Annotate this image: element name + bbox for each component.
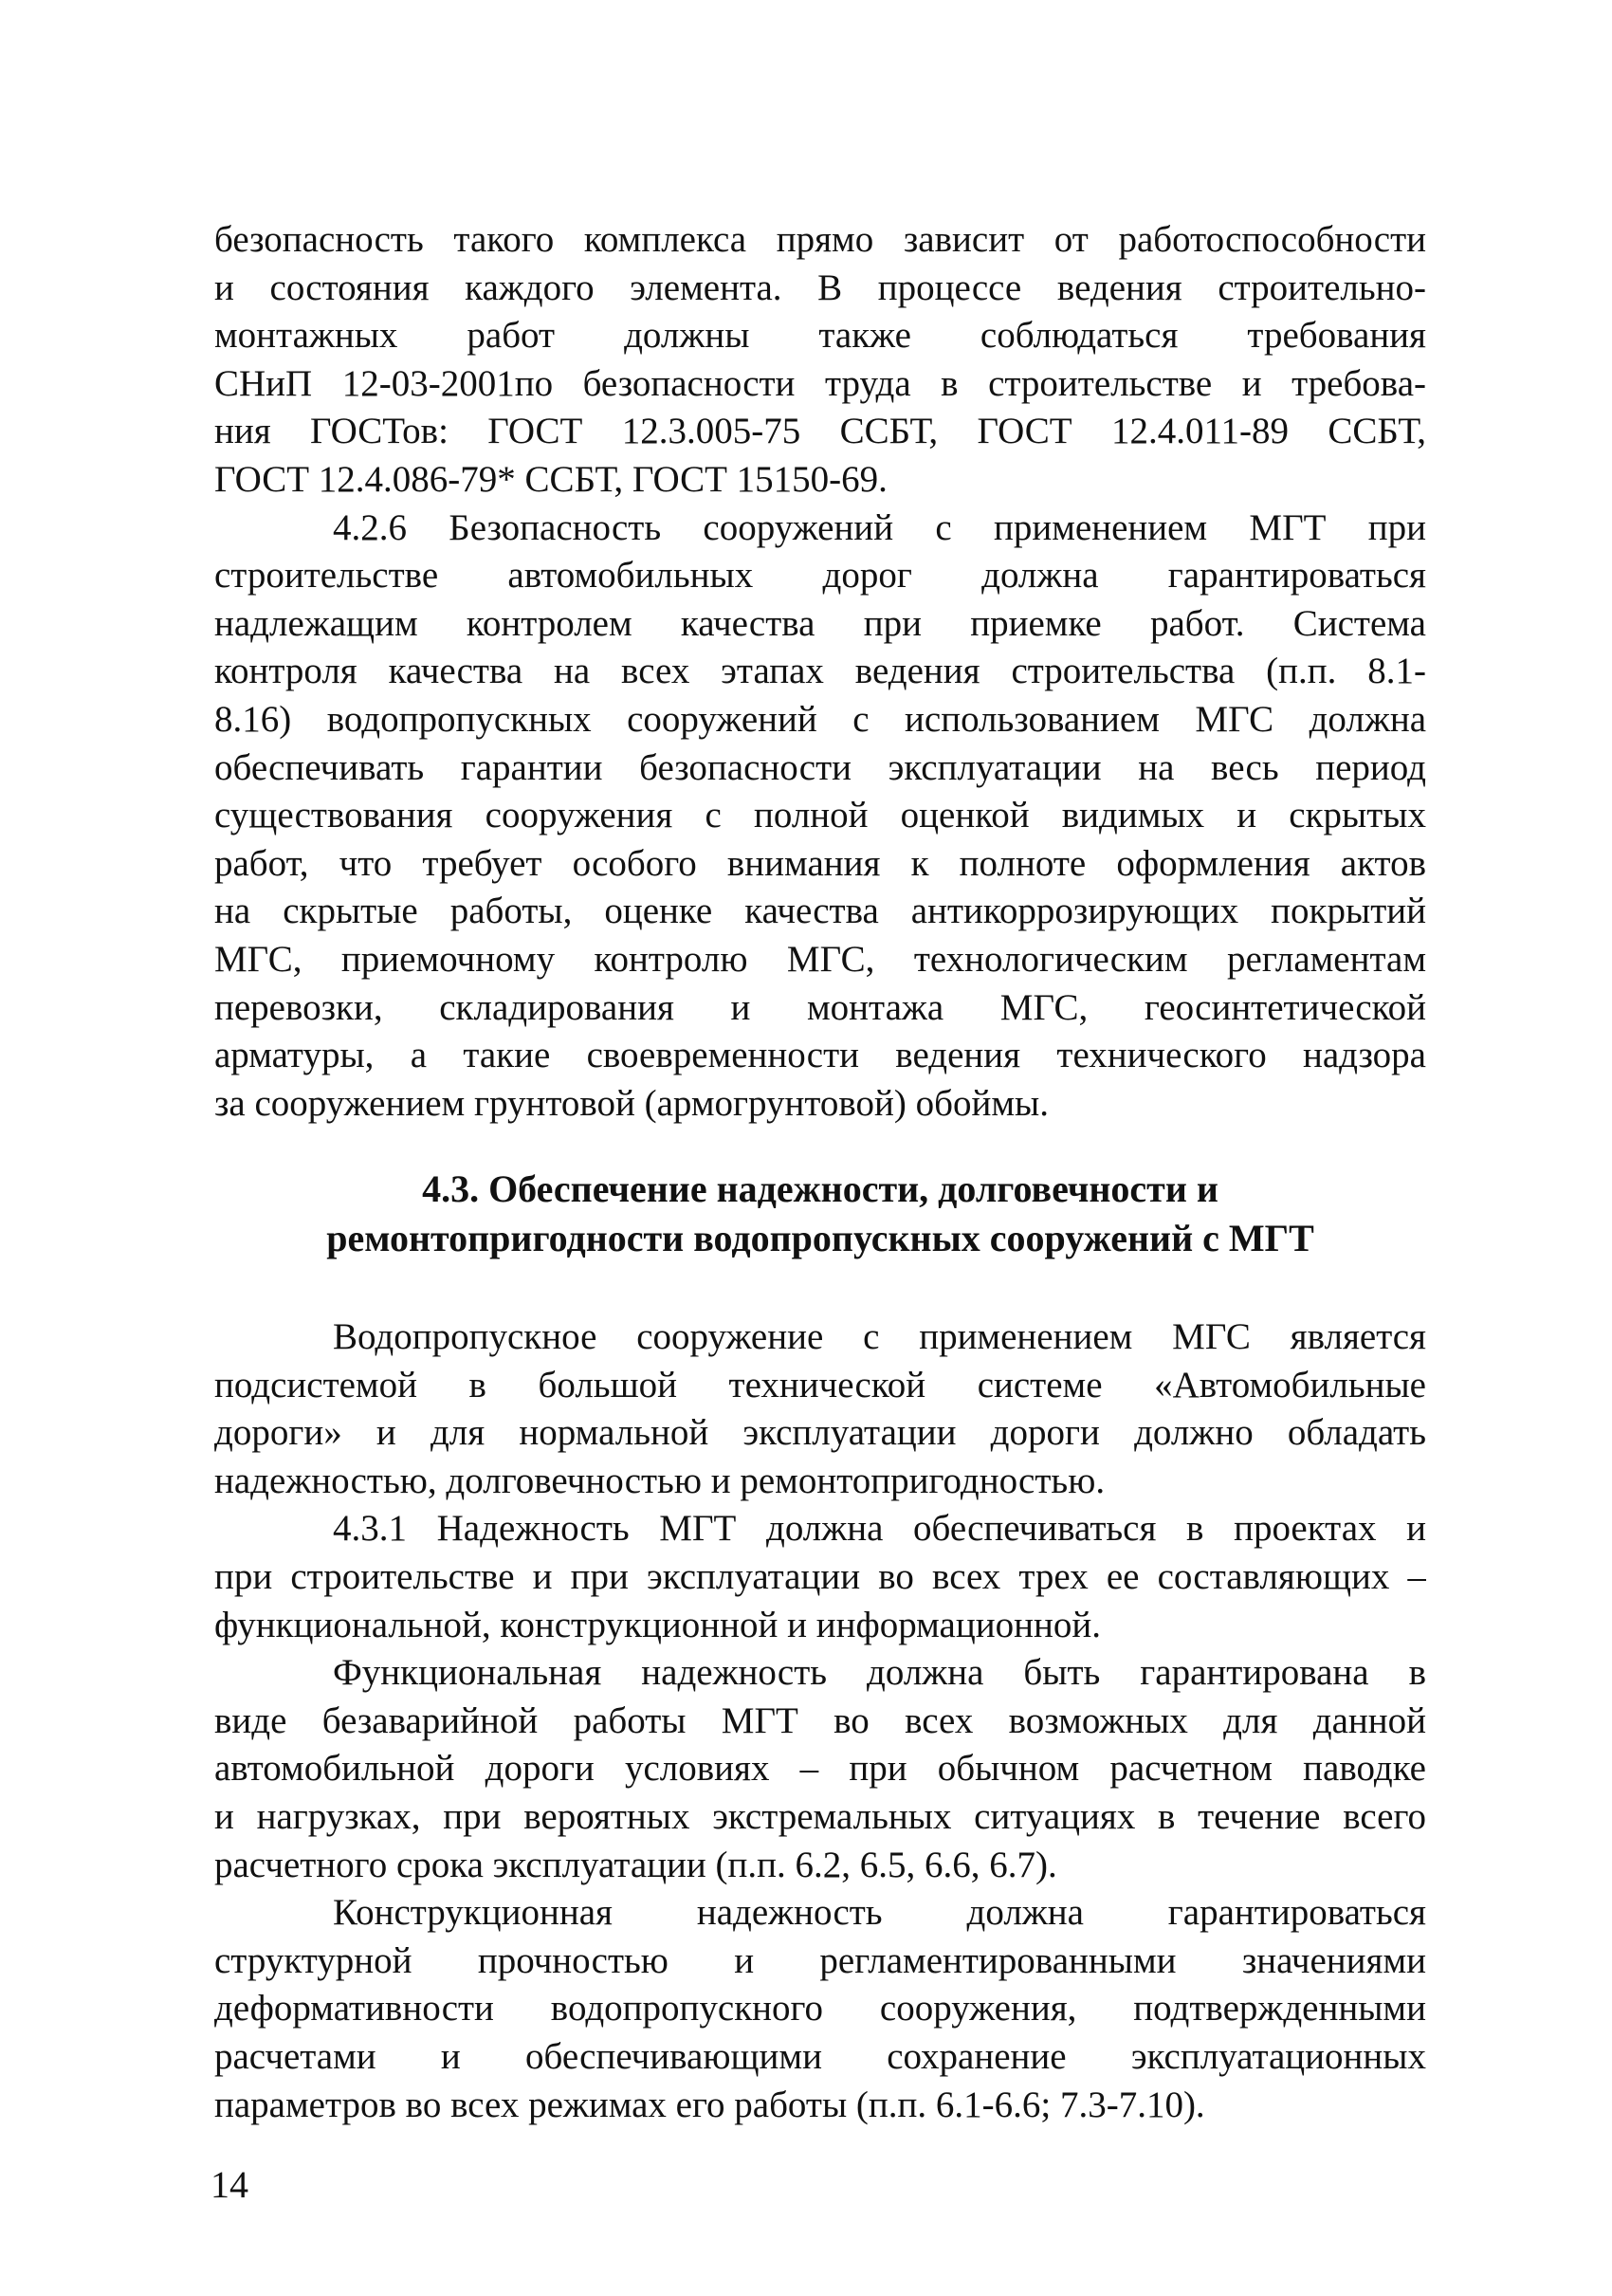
text-line: обеспечивать гарантии безопасности эксплуатации на весь период — [214, 746, 1426, 788]
text-line: виде безаварийной работы МГТ во всех возможных для данной — [214, 1699, 1426, 1741]
section-heading — [214, 1165, 1426, 1263]
text-line: надежностью, долговечностью и ремонтопригодностью. — [214, 1460, 1106, 1501]
body-text-top — [214, 216, 1426, 1128]
text-line: подсистемой в большой технической системе «Автомобильные — [214, 1364, 1426, 1405]
text-line: ния ГОСТов: ГОСТ 12.3.005-75 ССБТ, ГОСТ 12.4.011-89 ССБТ, — [214, 411, 1426, 452]
text-line: при строительстве и при эксплуатации во всех трех ее составляющих – — [214, 1555, 1426, 1597]
text-line: перевозки, складирования и монтажа МГС, геосинтетической — [214, 986, 1426, 1028]
text-line: функциональной, конструкционной и информационной. — [214, 1604, 1101, 1645]
text-line: надлежащим контролем качества при приемке работ. Система — [214, 602, 1426, 644]
text-line: расчетами и обеспечивающими сохранение эксплуатационных — [214, 2035, 1426, 2077]
text-line: за сооружением грунтовой (армогрунтовой) обоймы. — [214, 1082, 1049, 1124]
text-line: и состояния каждого элемента. В процессе ведения строительно- — [214, 266, 1426, 308]
text-line: и нагрузках, при вероятных экстремальных ситуациях в течение всего — [214, 1795, 1426, 1837]
section-heading-line: ремонтопригодности водопропускных сооружений с МГТ — [326, 1217, 1314, 1259]
text-line: МГС, приемочному контролю МГС, технологическим регламентам — [214, 938, 1426, 980]
text-line: структурной прочностью и регламентированными значениями — [214, 1939, 1426, 1981]
text-line: дороги» и для нормальной эксплуатации дороги должно обладать — [214, 1412, 1426, 1454]
text-line: СНиП 12-03-2001по безопасности труда в строительстве и требова- — [214, 362, 1426, 404]
text-line: на скрытые работы, оценке качества антикоррозирующих покрытий — [214, 891, 1426, 932]
text-line: 8.16) водопропускных сооружений с использованием МГС должна — [214, 698, 1426, 740]
text-line: Водопропускное сооружение с применением МГС является — [333, 1316, 1426, 1357]
text-line: монтажных работ должны также соблюдаться требования — [214, 315, 1426, 357]
text-line: работ, что требует особого внимания к полноте оформления актов — [214, 842, 1426, 884]
text-line: существования сооружения с полной оценкой видимых и скрытых — [214, 795, 1426, 836]
text-line: безопасность такого комплекса прямо зависит от работоспособности — [214, 219, 1426, 260]
text-line: контроля качества на всех этапах ведения строительства (п.п. 8.1- — [214, 651, 1426, 692]
text-line: арматуры, а такие своевременности ведения технического надзора — [214, 1035, 1426, 1076]
page-number: 14 — [211, 2163, 248, 2206]
text-line: Конструкционная надежность должна гарантироваться — [333, 1892, 1426, 1934]
text-line: строительстве автомобильных дорог должна гарантироваться — [214, 555, 1426, 597]
body-text-bottom — [214, 1313, 1426, 2129]
text-line: деформативности водопропускного сооружения, подтвержденными — [214, 1988, 1426, 2030]
text-line: расчетного срока эксплуатации (п.п. 6.2, 6.5, 6.6, 6.7). — [214, 1844, 1057, 1885]
text-line: 4.2.6 Безопасность сооружений с применением МГТ при — [333, 506, 1426, 548]
text-line: ГОСТ 12.4.086-79* ССБТ, ГОСТ 15150-69. — [214, 458, 888, 500]
text-line: Функциональная надежность должна быть гарантирована в — [333, 1652, 1426, 1694]
text-line: автомобильной дороги условиях – при обычном расчетном паводке — [214, 1748, 1426, 1790]
text-line: параметров во всех режимах его работы (п.п. 6.1-6.6; 7.3-7.10). — [214, 2084, 1205, 2125]
section-heading-line: 4.3. Обеспечение надежности, долговечности и — [422, 1167, 1218, 1210]
text-line: 4.3.1 Надежность МГТ должна обеспечиваться в проектах и — [333, 1508, 1426, 1550]
